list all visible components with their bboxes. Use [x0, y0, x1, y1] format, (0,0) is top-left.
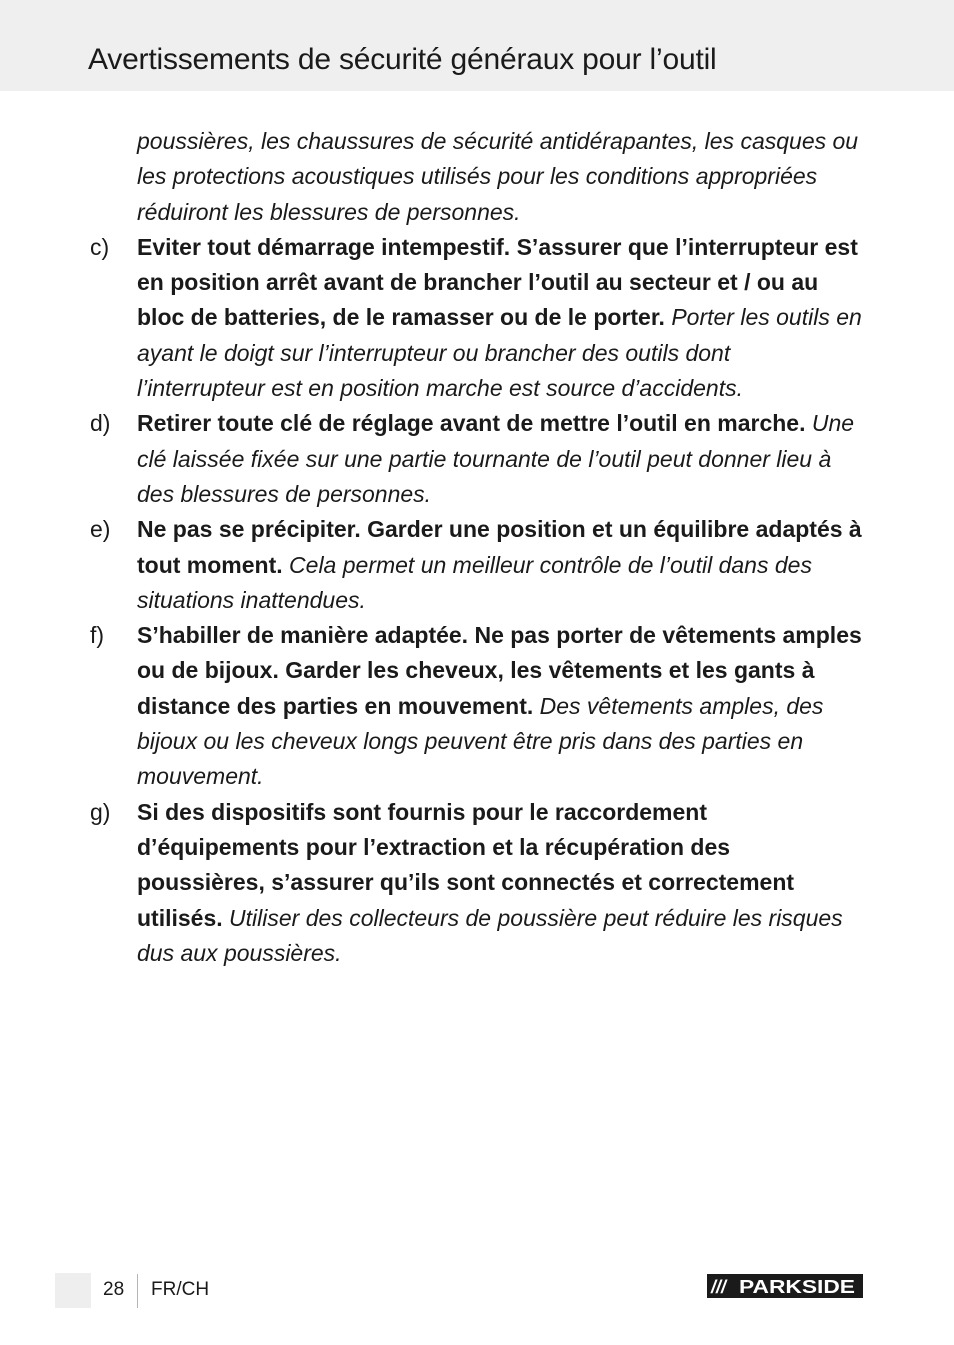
page-title: Avertissements de sécurité généraux pour l’outil	[88, 43, 717, 76]
list-item-instruction: Retirer toute clé de réglage avant de mettre l’outil en marche.	[137, 410, 806, 437]
list-item-letter: f)	[90, 622, 105, 649]
list-item-explanation: Utiliser des collecteurs de poussière peut réduire les risques dus aux poussières.	[137, 904, 843, 966]
list-item-letter: c)	[90, 233, 110, 260]
page-header	[0, 0, 954, 91]
list-item	[88, 512, 864, 618]
list-item-letter: g)	[90, 798, 111, 825]
list-item	[88, 795, 864, 971]
list-item	[88, 230, 864, 406]
list-item-instruction: Eviter tout démarrage intempestif. S’assurer que l’interrupteur est en position arrêt avant de brancher l’outil au secteur et / ou au bloc de batteries, de le ramasser ou de le porter.	[137, 233, 858, 331]
list-item-instruction: S’habiller de manière adaptée. Ne pas porter de vêtements amples ou de bijoux. Garder les cheveux, les vêtements et les gants à distance des parties en mouvement.	[137, 622, 862, 719]
list-item-explanation: Des vêtements amples, des bijoux ou les cheveux longs peuvent être pris dans des parties en mouvement.	[137, 692, 824, 790]
list-item-letter: d)	[90, 410, 111, 437]
intro-paragraph: poussières, les chaussures de sécurité antidérapantes, les casques ou les protections acoustiques utilisés pour les conditions appropriées réduiront les blessures de personnes.	[137, 128, 859, 225]
list-item-explanation: Cela permet un meilleur contrôle de l’outil dans des situations inattendues.	[137, 551, 812, 613]
brand-name: PARKSIDE	[739, 1277, 855, 1297]
list-item-instruction: Si des dispositifs sont fournis pour le raccordement d’équipements pour l’extraction et la récupération des poussières, s’assurer qu’ils sont connectés et correctement utilisés.	[137, 798, 795, 931]
footer-divider	[137, 1274, 138, 1308]
list-item-letter: e)	[90, 516, 111, 543]
list-item-explanation: Porter les outils en ayant le doigt sur l’interrupteur ou brancher des outils dont l’interrupteur est en position marche est source d’accidents.	[137, 304, 862, 402]
list-item-instruction: Ne pas se précipiter. Garder une position et un équilibre adaptés à tout moment.	[137, 516, 862, 578]
parkside-logo	[707, 1274, 863, 1298]
list-item	[88, 618, 864, 794]
language-code: FR/CH	[151, 1279, 210, 1300]
list-item	[88, 406, 864, 512]
footer-marker-box	[55, 1273, 91, 1308]
document-body	[88, 124, 864, 971]
page-number: 28	[103, 1279, 125, 1300]
list-item-explanation: Une clé laissée fixée sur une partie tournante de l’outil peut donner lieu à des blessures de personnes.	[137, 410, 855, 507]
brand-slashes: ///	[711, 1277, 727, 1297]
